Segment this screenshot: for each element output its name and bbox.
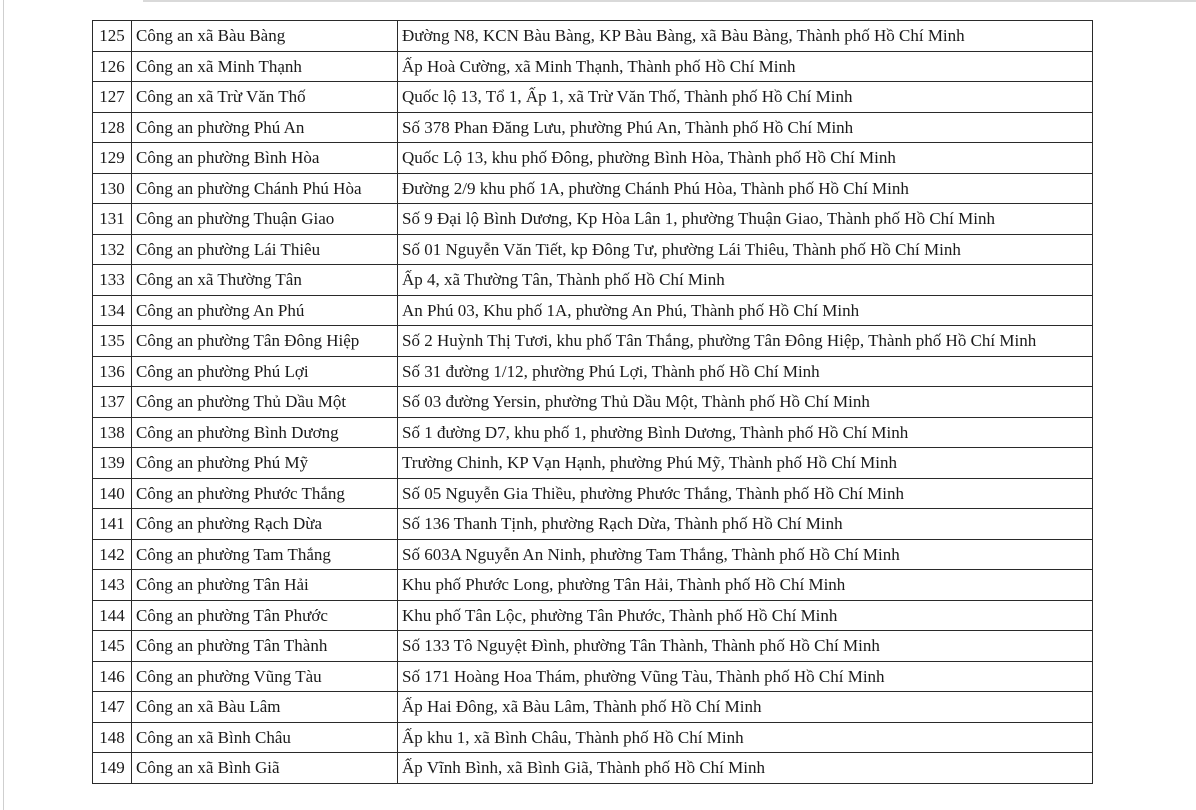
row-number: 141 — [93, 509, 132, 540]
station-address: Số 31 đường 1/12, phường Phú Lợi, Thành phố Hồ Chí Minh — [398, 356, 1093, 387]
row-number: 131 — [93, 204, 132, 235]
table-row — [93, 265, 1093, 296]
station-name: Công an phường Phú An — [132, 112, 398, 143]
station-address: Quốc Lộ 13, khu phố Đông, phường Bình Hòa, Thành phố Hồ Chí Minh — [398, 143, 1093, 174]
station-address: Số 133 Tô Nguyệt Đình, phường Tân Thành, Thành phố Hồ Chí Minh — [398, 631, 1093, 662]
table-row — [93, 509, 1093, 540]
table-row — [93, 478, 1093, 509]
station-name: Công an xã Minh Thạnh — [132, 51, 398, 82]
station-address: Số 1 đường D7, khu phố 1, phường Bình Dương, Thành phố Hồ Chí Minh — [398, 417, 1093, 448]
table-row — [93, 326, 1093, 357]
row-number: 127 — [93, 82, 132, 113]
table-row — [93, 570, 1093, 601]
station-name: Công an phường Tam Thắng — [132, 539, 398, 570]
table-row — [93, 722, 1093, 753]
table-row — [93, 173, 1093, 204]
station-name: Công an phường Tân Thành — [132, 631, 398, 662]
station-address: Đường N8, KCN Bàu Bàng, KP Bàu Bàng, xã Bàu Bàng, Thành phố Hồ Chí Minh — [398, 21, 1093, 52]
row-number: 140 — [93, 478, 132, 509]
table-row — [93, 661, 1093, 692]
table-row — [93, 112, 1093, 143]
row-number: 142 — [93, 539, 132, 570]
row-number: 138 — [93, 417, 132, 448]
row-number: 137 — [93, 387, 132, 418]
station-name: Công an phường Tân Đông Hiệp — [132, 326, 398, 357]
station-address: Trường Chinh, KP Vạn Hạnh, phường Phú Mỹ, Thành phố Hồ Chí Minh — [398, 448, 1093, 479]
table-row — [93, 631, 1093, 662]
row-number: 144 — [93, 600, 132, 631]
row-number: 126 — [93, 51, 132, 82]
row-number: 148 — [93, 722, 132, 753]
table-row — [93, 356, 1093, 387]
station-name: Công an phường Tân Hải — [132, 570, 398, 601]
table-row — [93, 234, 1093, 265]
station-name: Công an phường Phước Thắng — [132, 478, 398, 509]
row-number: 147 — [93, 692, 132, 723]
table-row — [93, 295, 1093, 326]
table-row — [93, 387, 1093, 418]
row-number: 143 — [93, 570, 132, 601]
station-name: Công an phường Tân Phước — [132, 600, 398, 631]
station-address: Số 136 Thanh Tịnh, phường Rạch Dừa, Thành phố Hồ Chí Minh — [398, 509, 1093, 540]
table-row — [93, 417, 1093, 448]
table-row — [93, 539, 1093, 570]
station-address: Ấp Vĩnh Bình, xã Bình Giã, Thành phố Hồ Chí Minh — [398, 753, 1093, 784]
table-row — [93, 143, 1093, 174]
page-edge-top — [143, 0, 1196, 2]
station-name: Công an phường An Phú — [132, 295, 398, 326]
station-name: Công an phường Phú Lợi — [132, 356, 398, 387]
table-row — [93, 448, 1093, 479]
table-row — [93, 600, 1093, 631]
row-number: 136 — [93, 356, 132, 387]
station-address: Số 9 Đại lộ Bình Dương, Kp Hòa Lân 1, phường Thuận Giao, Thành phố Hồ Chí Minh — [398, 204, 1093, 235]
table-row — [93, 692, 1093, 723]
table-row — [93, 753, 1093, 784]
station-name: Công an phường Thủ Dầu Một — [132, 387, 398, 418]
row-number: 149 — [93, 753, 132, 784]
row-number: 145 — [93, 631, 132, 662]
table-row — [93, 21, 1093, 52]
station-name: Công an xã Bàu Lâm — [132, 692, 398, 723]
row-number: 139 — [93, 448, 132, 479]
row-number: 130 — [93, 173, 132, 204]
row-number: 129 — [93, 143, 132, 174]
station-name: Công an phường Phú Mỹ — [132, 448, 398, 479]
station-name: Công an xã Bình Giã — [132, 753, 398, 784]
station-address: Ấp 4, xã Thường Tân, Thành phố Hồ Chí Minh — [398, 265, 1093, 296]
station-name: Công an phường Lái Thiêu — [132, 234, 398, 265]
station-address: Ấp Hoà Cường, xã Minh Thạnh, Thành phố Hồ Chí Minh — [398, 51, 1093, 82]
station-address: Số 171 Hoàng Hoa Thám, phường Vũng Tàu, Thành phố Hồ Chí Minh — [398, 661, 1093, 692]
police-station-table — [92, 20, 1093, 784]
table-row — [93, 51, 1093, 82]
row-number: 134 — [93, 295, 132, 326]
table-body — [93, 21, 1093, 784]
station-address: Khu phố Tân Lộc, phường Tân Phước, Thành phố Hồ Chí Minh — [398, 600, 1093, 631]
station-name: Công an phường Bình Dương — [132, 417, 398, 448]
station-name: Công an phường Bình Hòa — [132, 143, 398, 174]
station-name: Công an xã Trừ Văn Thố — [132, 82, 398, 113]
row-number: 133 — [93, 265, 132, 296]
row-number: 128 — [93, 112, 132, 143]
station-address: Số 2 Huỳnh Thị Tươi, khu phố Tân Thắng, phường Tân Đông Hiệp, Thành phố Hồ Chí Minh — [398, 326, 1093, 357]
row-number: 146 — [93, 661, 132, 692]
station-address: Quốc lộ 13, Tổ 1, Ấp 1, xã Trừ Văn Thố, Thành phố Hồ Chí Minh — [398, 82, 1093, 113]
station-address: Số 03 đường Yersin, phường Thủ Dầu Một, Thành phố Hồ Chí Minh — [398, 387, 1093, 418]
station-address: Số 01 Nguyễn Văn Tiết, kp Đông Tư, phường Lái Thiêu, Thành phố Hồ Chí Minh — [398, 234, 1093, 265]
station-address: Số 05 Nguyễn Gia Thiều, phường Phước Thắng, Thành phố Hồ Chí Minh — [398, 478, 1093, 509]
station-name: Công an phường Chánh Phú Hòa — [132, 173, 398, 204]
table-row — [93, 82, 1093, 113]
station-name: Công an xã Bàu Bàng — [132, 21, 398, 52]
station-address: Đường 2/9 khu phố 1A, phường Chánh Phú Hòa, Thành phố Hồ Chí Minh — [398, 173, 1093, 204]
row-number: 125 — [93, 21, 132, 52]
station-name: Công an xã Bình Châu — [132, 722, 398, 753]
station-address: Số 603A Nguyễn An Ninh, phường Tam Thắng, Thành phố Hồ Chí Minh — [398, 539, 1093, 570]
page-edge-left — [3, 0, 4, 810]
row-number: 135 — [93, 326, 132, 357]
station-address: An Phú 03, Khu phố 1A, phường An Phú, Thành phố Hồ Chí Minh — [398, 295, 1093, 326]
table-row — [93, 204, 1093, 235]
row-number: 132 — [93, 234, 132, 265]
station-address: Khu phố Phước Long, phường Tân Hải, Thành phố Hồ Chí Minh — [398, 570, 1093, 601]
station-name: Công an phường Rạch Dừa — [132, 509, 398, 540]
station-name: Công an phường Thuận Giao — [132, 204, 398, 235]
station-name: Công an phường Vũng Tàu — [132, 661, 398, 692]
station-name: Công an xã Thường Tân — [132, 265, 398, 296]
station-address: Số 378 Phan Đăng Lưu, phường Phú An, Thành phố Hồ Chí Minh — [398, 112, 1093, 143]
station-address: Ấp Hai Đông, xã Bàu Lâm, Thành phố Hồ Chí Minh — [398, 692, 1093, 723]
station-address: Ấp khu 1, xã Bình Châu, Thành phố Hồ Chí Minh — [398, 722, 1093, 753]
